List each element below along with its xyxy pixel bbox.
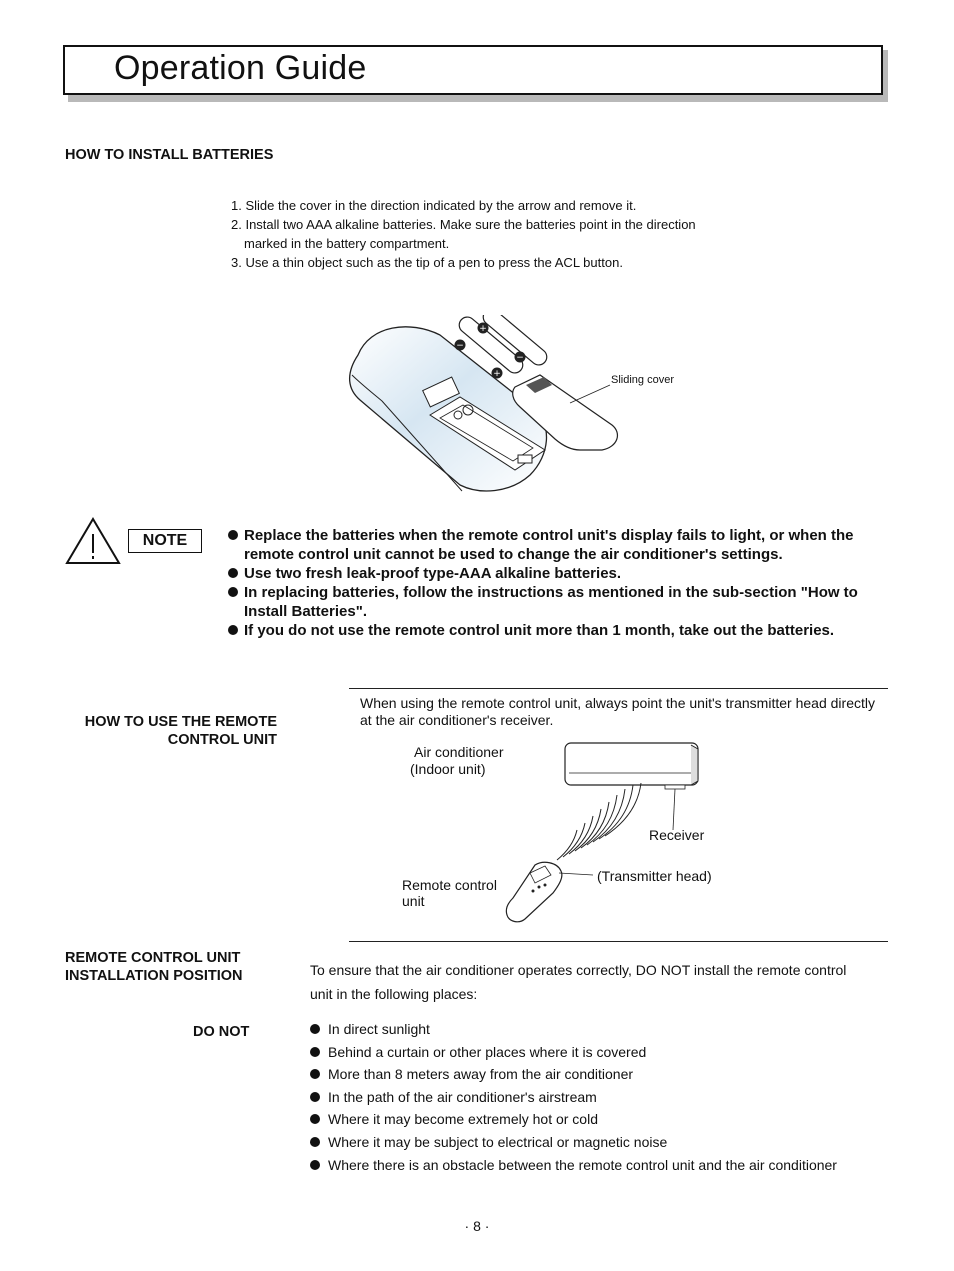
note-item: If you do not use the remote control unit more than 1 month, take out the batteries. [228, 621, 888, 640]
installation-intro-line2: unit in the following places: [310, 986, 478, 1002]
use-remote-heading-line2: CONTROL UNIT [167, 732, 277, 748]
svg-text:+: + [493, 369, 501, 379]
use-remote-heading [65, 713, 277, 749]
remote-usage-figure [495, 735, 710, 925]
remote-control [506, 862, 593, 921]
installation-position-heading [65, 949, 242, 985]
install-step-3: 3. Use a thin object such as the tip of a pen to press the ACL button. [231, 255, 623, 270]
section-rule-top [349, 688, 888, 689]
svg-text:−: − [516, 353, 524, 363]
install-step-2-cont: marked in the battery compartment. [244, 236, 450, 251]
svg-text:−: − [456, 341, 464, 351]
list-item: In direct sunlight [310, 1018, 837, 1041]
transmitter-label: (Transmitter head) [597, 868, 712, 884]
section-rule-bottom [349, 941, 888, 942]
list-item: Where it may become extremely hot or cold [310, 1108, 837, 1131]
receiver-label: Receiver [649, 827, 705, 843]
install-batteries-heading: HOW TO INSTALL BATTERIES [65, 147, 274, 163]
note-item: Use two fresh leak-proof type-AAA alkaline batteries. [228, 564, 888, 583]
do-not-list [310, 1018, 837, 1176]
list-item: More than 8 meters away from the air conditioner [310, 1063, 837, 1086]
install-steps [231, 196, 751, 272]
note-list [228, 526, 888, 640]
install-step-1: 1. Slide the cover in the direction indicated by the arrow and remove it. [231, 198, 637, 213]
svg-text:+: + [479, 324, 487, 334]
sliding-cover-label: Sliding cover [611, 374, 674, 386]
list-item: Where it may be subject to electrical or magnetic noise [310, 1131, 837, 1154]
indoor-unit [565, 743, 698, 830]
remote-label-line1: Remote control [402, 877, 497, 893]
install-step-2: 2. Install two AAA alkaline batteries. Make sure the batteries point in the direction [231, 217, 696, 232]
note-item: In replacing batteries, follow the instructions as mentioned in the sub-section "How to Install Batteries". [228, 583, 888, 621]
warning-triangle-icon [64, 516, 122, 566]
ac-label-line2: (Indoor unit) [410, 761, 486, 777]
page-number: · 8 · [464, 1218, 490, 1234]
do-not-label: DO NOT [193, 1024, 250, 1040]
installation-position-heading-line2: INSTALLATION POSITION [65, 968, 243, 984]
remote-body [350, 327, 547, 491]
installation-intro-line1: To ensure that the air conditioner operates correctly, DO NOT install the remote control [310, 962, 847, 978]
remote-label-line2: unit [402, 893, 425, 909]
note-label: NOTE [128, 529, 202, 553]
page-title: Operation Guide [114, 49, 367, 87]
use-remote-heading-line1: HOW TO USE THE REMOTE [84, 714, 277, 730]
ac-label-line1: Air conditioner [414, 744, 504, 760]
list-item: Where there is an obstacle between the remote control unit and the air conditioner [310, 1154, 837, 1177]
installation-intro [310, 958, 846, 1006]
note-item: Replace the batteries when the remote control unit's display fails to light, or when the remote control unit cannot be used to change the air conditioner's settings. [228, 526, 888, 564]
use-remote-description: When using the remote control unit, always point the unit's transmitter head directly at the air conditioner's receiver. [360, 695, 875, 728]
installation-position-heading-line1: REMOTE CONTROL UNIT [65, 950, 241, 966]
list-item: In the path of the air conditioner's airstream [310, 1086, 837, 1109]
signal-waves [557, 783, 641, 860]
list-item: Behind a curtain or other places where it is covered [310, 1041, 837, 1064]
battery-installation-figure [330, 315, 710, 500]
